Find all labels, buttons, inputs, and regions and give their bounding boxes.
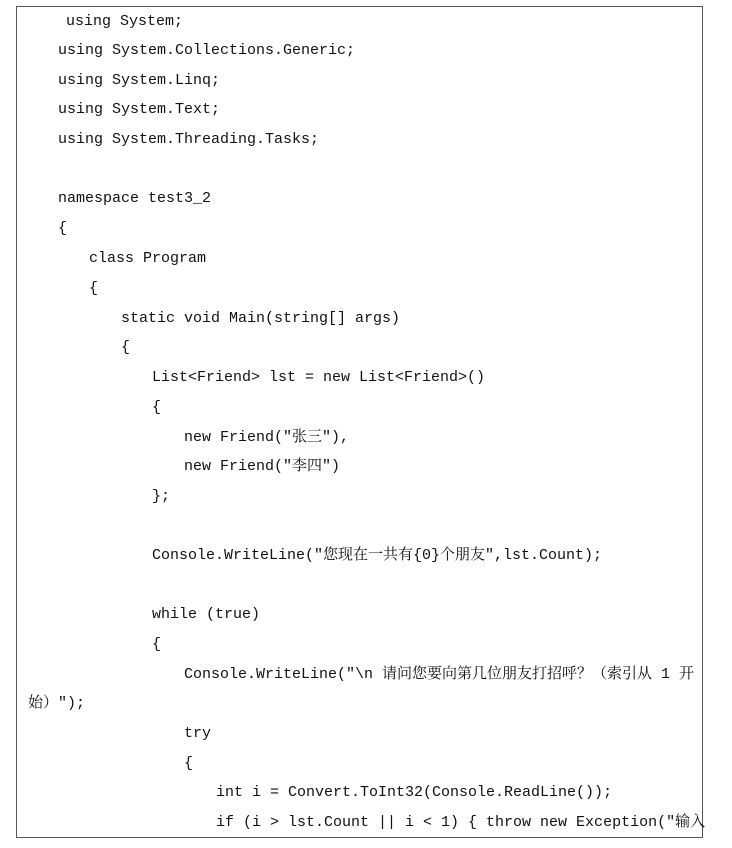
code-line-3: using System.Linq; (58, 72, 221, 89)
code-line-11: { (121, 339, 131, 356)
code-line-4: using System.Text; (58, 101, 221, 118)
code-line-18: while (true) (152, 606, 261, 623)
code-line-7: { (58, 220, 68, 237)
code-line-9: { (89, 280, 99, 297)
code-line-20: Console.WriteLine("\n 请问您要向第几位朋友打招呼？（索引从 1 开 (184, 666, 695, 683)
code-line-1: using System; (66, 13, 184, 30)
code-line-22: try (184, 725, 212, 742)
code-line-2: using System.Collections.Generic; (58, 42, 356, 59)
code-line-16: }; (152, 488, 171, 505)
code-line-5: using System.Threading.Tasks; (58, 131, 320, 148)
code-line-24: int i = Convert.ToInt32(Console.ReadLine()); (216, 784, 613, 801)
code-line-6: namespace test3_2 (58, 190, 212, 207)
code-line-23: { (184, 755, 194, 772)
code-line-12: List<Friend> lst = new List<Friend>() (152, 369, 486, 386)
code-line-17: Console.WriteLine("您现在一共有{0}个朋友",lst.Count); (152, 547, 603, 564)
code-line-14: new Friend("张三"), (184, 429, 350, 446)
code-line-15: new Friend("李四") (184, 458, 341, 475)
code-line-8: class Program (89, 250, 207, 267)
code-line-10: static void Main(string[] args) (121, 310, 401, 327)
code-line-19: { (152, 636, 162, 653)
code-line-25: if (i > lst.Count || i < 1) { throw new Exception("输入 (216, 814, 706, 831)
code-line-13: { (152, 399, 162, 416)
code-line-21: 始）"); (28, 695, 86, 712)
